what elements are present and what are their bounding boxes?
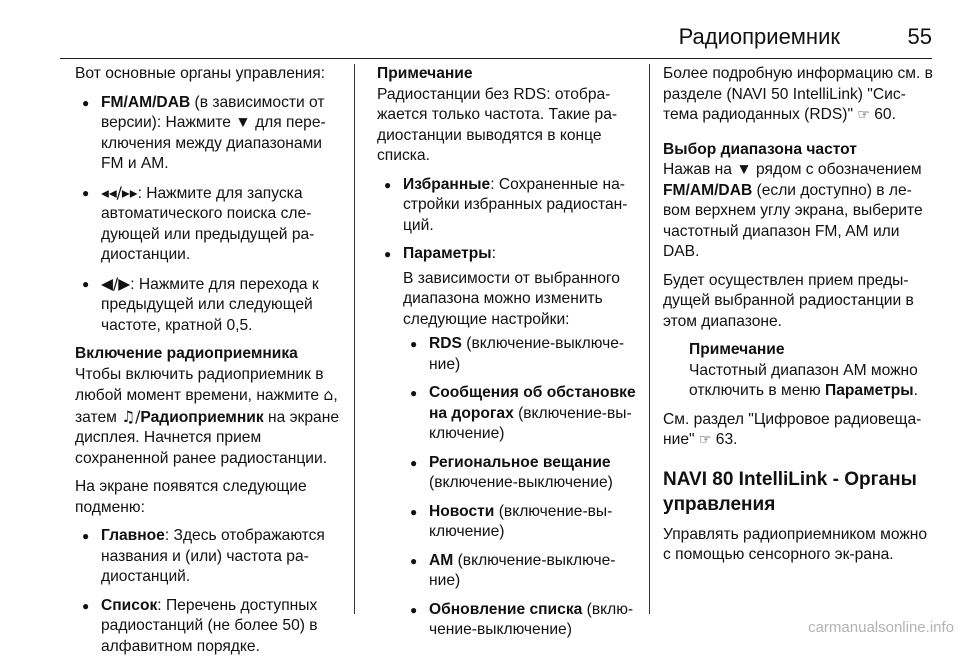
paragraph: Более подробную информацию см. в разделе (NAVI 50 IntelliLink) "Сис-тема радиоданных (RDS)" ☞ 60. xyxy=(663,65,933,123)
page-reference-icon: ☞ xyxy=(698,432,712,448)
list-item: ● Главное: Здесь отображаются названия и (или) частота ра-диостанций. xyxy=(75,526,345,588)
paragraph: Управлять радиоприемником можно с помощью сенсорного эк-рана. xyxy=(663,525,928,563)
column-divider xyxy=(354,64,355,614)
column-divider xyxy=(649,64,650,614)
watermark: carmanualsonline.info xyxy=(808,619,954,636)
paragraph: В зависимости от выбранного диапазона можно изменить следующие настройки: xyxy=(403,269,620,328)
section-heading: Включение радиоприемника xyxy=(75,345,298,362)
page-number: 55 xyxy=(907,24,932,49)
note-heading: Примечание xyxy=(689,341,785,358)
page-reference-icon: ☞ xyxy=(857,107,870,123)
band-label: FM/AM/DAB xyxy=(101,93,191,111)
menu-label: Радиоприемник xyxy=(140,408,264,426)
paragraph: См. раздел "Цифровое радиовеща-ние" ☞ 63. xyxy=(663,410,922,448)
submenu-list xyxy=(75,526,345,657)
list-item: ● AM (включение-выключе-ние) xyxy=(403,551,639,592)
column-2 xyxy=(377,64,639,649)
list-item: ● Список: Перечень доступных радиостанций (не более 50) в алфавитном порядке. xyxy=(75,596,345,658)
list-item: ● Региональное вещание (включение-выключение) xyxy=(403,453,639,494)
list-item: ● Избранные: Сохраненные на-стройки избранных радиостан-ций. xyxy=(377,175,639,237)
list-item: ● Обновление списка (вклю-чение-выключение) xyxy=(403,600,639,641)
settings-list xyxy=(403,334,639,641)
page-title: Радиоприемник xyxy=(678,24,840,49)
home-icon: ⌂ xyxy=(323,386,334,404)
note-heading: Примечание xyxy=(377,65,473,82)
note-text: Радиостанции без RDS: отобра-жается только частота. Такие ра-диостанции выводятся в конце списка. xyxy=(377,85,618,164)
page-header xyxy=(60,18,932,59)
list-item: ● RDS (включение-выключе-ние) xyxy=(403,334,639,375)
controls-list xyxy=(75,93,345,337)
intro-text: Вот основные органы управления: xyxy=(75,65,325,82)
paragraph: Нажав на ▼ рядом с обозначением FM/AM/DAB (если доступно) в ле-вом верхнем углу экрана, выберите частотный диапазон FM, AM или DAB. xyxy=(663,161,923,260)
list-item: ● FM/AM/DAB (в зависимости от версии): Нажмите ▼ для пере-ключения между диапазонами FM и AM. xyxy=(75,93,345,175)
list-item: ● Параметры: В зависимости от выбранного диапазона можно изменить следующие настройки: ● RDS (включение-выключе-ние) ● Сообщения об обстановке на дорогах (включение-вы-ключение) ● Региональное вещание (включение-выключение) ● Новости (включение-вы-ключение) ● AM (включение-выключе-ние) ● Обновление списка (вклю-чение-выключение) xyxy=(377,244,639,641)
submenu-list xyxy=(377,175,639,641)
paragraph: Чтобы включить радиоприемник в любой момент времени, нажмите ⌂, затем ♫/Радиоприемник на экране дисплея. Начнется прием сохраненной ранее радиостанции. xyxy=(75,365,340,467)
list-item: ● ◂◂/▸▸: Нажмите для запуска автоматического поиска сле-дующей или предыдущей ра-диостанции. xyxy=(75,183,345,266)
section-heading-large: NAVI 80 IntelliLink - Органы управления xyxy=(663,468,917,515)
seek-icon: ◂◂/▸▸ xyxy=(101,183,138,202)
list-item: ● ◀/▶: Нажмите для перехода к предыдущей или следующей частоте, кратной 0,5. xyxy=(75,274,345,337)
media-icon: ♫/ xyxy=(121,407,141,426)
column-3 xyxy=(663,64,933,574)
list-item: ● Сообщения об обстановке на дорогах (включение-вы-ключение) xyxy=(403,383,639,445)
paragraph: Будет осуществлен прием преды-дущей выбранной радиостанции в этом диапазоне. xyxy=(663,271,914,330)
section-heading: Выбор диапазона частот xyxy=(663,140,857,158)
list-item: ● Новости (включение-вы-ключение) xyxy=(403,502,639,543)
step-icon: ◀/▶ xyxy=(101,274,131,293)
note xyxy=(663,340,933,402)
column-1 xyxy=(75,64,345,665)
paragraph: На экране появятся следующие подменю: xyxy=(75,478,307,516)
note-text: Частотный диапазон AM можно отключить в меню Параметры. xyxy=(689,361,918,399)
